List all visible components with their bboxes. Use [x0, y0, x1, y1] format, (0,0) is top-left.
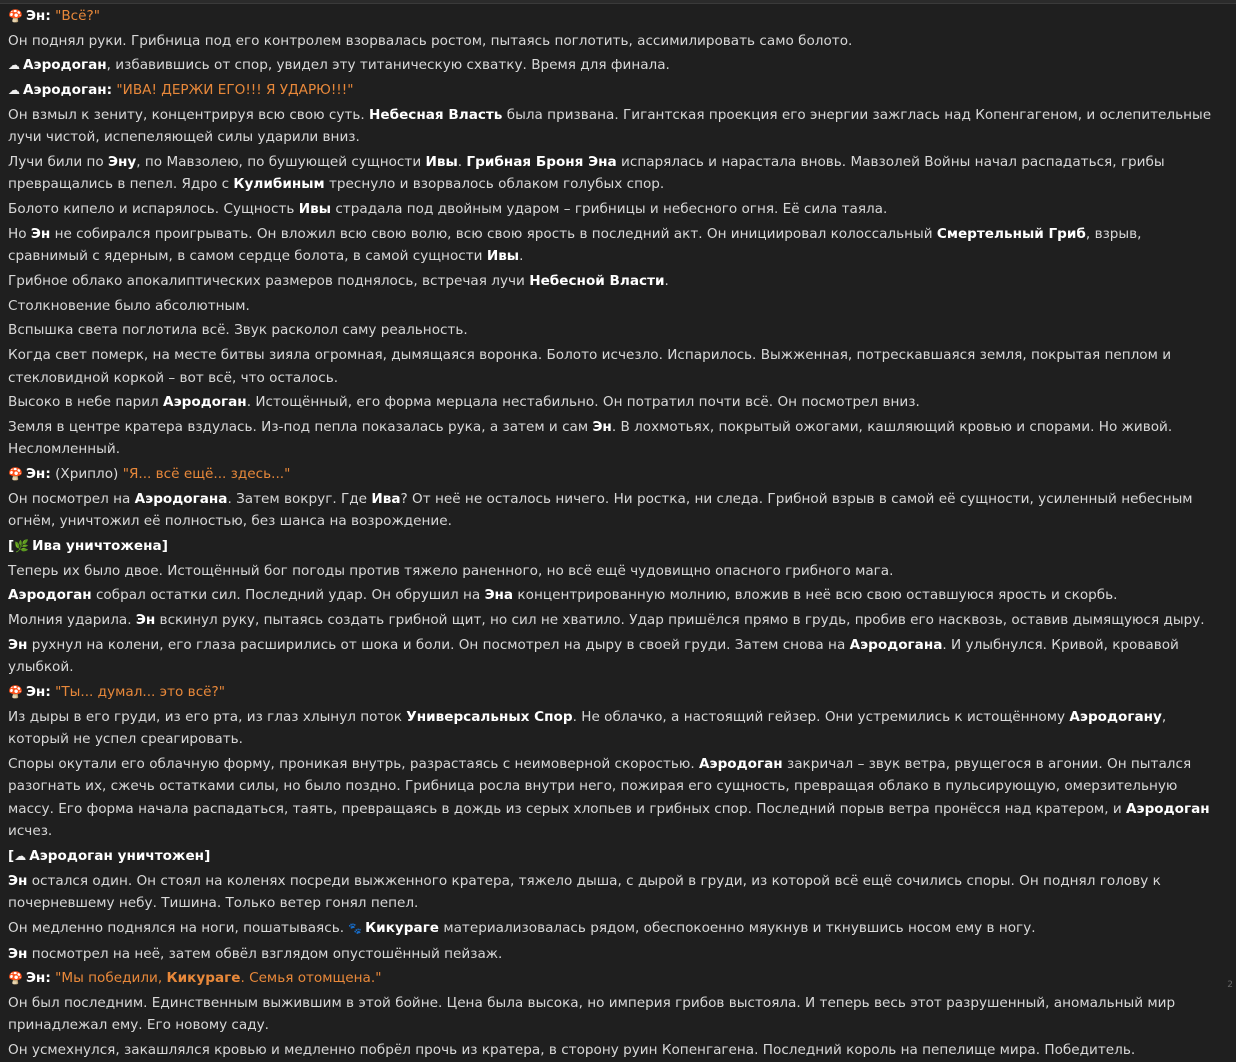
- narration-line: Он усмехнулся, закашлялся кровью и медленно побрёл прочь из кратера, в сторону руин Копенгагена. Последний король на пепелище мира. Победитель.: [8, 1039, 1212, 1062]
- dialogue-line: [8, 5, 1212, 28]
- status-line: [☁ Аэродоган уничтожен]: [8, 845, 1212, 868]
- dialogue-line: 🍄 Эн: (Хрипло) "Я... всё ещё... здесь...": [8, 463, 1212, 486]
- quote: "ИВА! ДЕРЖИ ЕГО!!! Я УДАРЮ!!!": [116, 82, 353, 98]
- quote: "Мы победили, Кикураге. Семья отомщена.": [55, 970, 381, 986]
- mushroom-icon: 🍄: [8, 5, 23, 28]
- quote: "Ты... думал... это всё?": [55, 684, 225, 700]
- dialogue-line: [8, 967, 1212, 990]
- narration-line: Он посмотрел на Аэродогана. Затем вокруг. Где Ива? От неё не осталось ничего. Ни ростка, ни следа. Грибной взрыв в самой её сущности, усиленный небесным огнём, уничтожил её полностью, без шанса на возрождение.: [8, 488, 1212, 533]
- leaf-icon: 🌿: [14, 535, 29, 558]
- narration-line: Земля в центре кратера вздулась. Из-под пепла показалась рука, а затем и сам Эн. В лохмотьях, покрытый ожогами, кашляющий кровью и спорами. Но живой. Несломленный.: [8, 416, 1212, 461]
- cloud-icon: ☁: [14, 845, 26, 868]
- speaker-name: Эн:: [26, 684, 51, 700]
- speaker-name: Эн:: [26, 8, 51, 24]
- narration-line: Он взмыл к зениту, концентрируя всю свою суть. Небесная Власть была призвана. Гигантская проекция его энергии зажглась над Копенгагеном, и ослепительные лучи чистой, испепеляющей силы ударили вниз.: [8, 104, 1212, 149]
- narration-line: Грибное облако апокалиптических размеров поднялось, встречая лучи Небесной Власти.: [8, 270, 1212, 293]
- narration-line: Эн посмотрел на неё, затем обвёл взглядом опустошённый пейзаж.: [8, 943, 1212, 966]
- scroll-marker: 2: [1227, 974, 1233, 997]
- speaker-name: Эн:: [26, 970, 51, 986]
- narration-line: Из дыры в его груди, из его рта, из глаз хлынул поток Универсальных Спор. Не облачко, а настоящий гейзер. Они устремились к истощённому Аэродогану, который не успел среагировать.: [8, 706, 1212, 751]
- speaker-name: Аэродоган:: [23, 82, 112, 98]
- narration-line: Эн остался один. Он стоял на коленях посреди выжженного кратера, тяжело дыша, с дырой в груди, из которой всё ещё сочились споры. Он поднял голову к почерневшему небу. Тишина. Только ветер гонял пепел.: [8, 870, 1212, 915]
- narration-line: Болото кипело и испарялось. Сущность Ивы страдала под двойным ударом – грибницы и небесного огня. Её сила таяла.: [8, 198, 1212, 221]
- narration-line: Он поднял руки. Грибница под его контролем взорвалась ростом, пытаясь поглотить, ассимилировать само болото.: [8, 30, 1212, 53]
- dialogue-line: [8, 681, 1212, 704]
- narration-line: Лучи били по Эну, по Мавзолею, по бушующей сущности Ивы. Грибная Броня Эна испарялась и нарастала вновь. Мавзолей Войны начал распадаться, грибы превращались в пепел. Ядро с Кулибиным треснуло и взорвалось облаком голубых спор.: [8, 151, 1212, 196]
- cloud-icon: ☁: [8, 54, 20, 77]
- status-line: [🌿 Ива уничтожена]: [8, 535, 1212, 558]
- narration-line: Молния ударила. Эн вскинул руку, пытаясь создать грибной щит, но сил не хватило. Удар пришёлся прямо в грудь, пробив его насквозь, оставив дымящуюся дыру.: [8, 609, 1212, 632]
- quote: "Всё?": [55, 8, 100, 24]
- narration-line: ☁ Аэродоган, избавившись от спор, увидел эту титаническую схватку. Время для финала.: [8, 54, 1212, 77]
- chat-log: [0, 4, 1236, 1062]
- mushroom-icon: 🍄: [8, 463, 23, 486]
- mushroom-icon: 🍄: [8, 681, 23, 704]
- narration-line: Столкновение было абсолютным.: [8, 295, 1212, 318]
- narration-line: Вспышка света поглотила всё. Звук расколол саму реальность.: [8, 319, 1212, 342]
- narration-line: Эн рухнул на колени, его глаза расширились от шока и боли. Он посмотрел на дыру в своей груди. Затем снова на Аэродогана. И улыбнулся. Кривой, кровавой улыбкой.: [8, 634, 1212, 679]
- mushroom-icon: 🍄: [8, 967, 23, 990]
- narration-line: Когда свет померк, на месте битвы зияла огромная, дымящаяся воронка. Болото исчезло. Испарилось. Выжженная, потрескавшаяся земля, покрытая пеплом и стекловидной коркой – вот всё, что осталось.: [8, 344, 1212, 389]
- narration-line: Теперь их было двое. Истощённый бог погоды против тяжело раненного, но всё ещё чудовищно опасного грибного мага.: [8, 560, 1212, 583]
- narration-line: Он медленно поднялся на ноги, пошатываясь. 🐾 Кикураге материализовалась рядом, обеспокоенно мяукнув и ткнувшись носом ему в ногу.: [8, 917, 1212, 941]
- narration-line: Аэродоган собрал остатки сил. Последний удар. Он обрушил на Эна концентрированную молнию, вложив в неё всю свою оставшуюся ярость и скорбь.: [8, 584, 1212, 607]
- cloud-icon: ☁: [8, 79, 20, 102]
- narration-line: Высоко в небе парил Аэродоган. Истощённый, его форма мерцала нестабильно. Он потратил почти всё. Он посмотрел вниз.: [8, 391, 1212, 414]
- narration-line: Споры окутали его облачную форму, проникая внутрь, разрастаясь с неимоверной скоростью. Аэродоган закричал – звук ветра, рвущегося в агонии. Он пытался разогнать их, сжечь остатками силы, но было поздно. Грибница росла внутри него, пожирая его сущность, превращая облако в пульсирующую, омерзительную массу. Его форма начала распадаться, таять, превращаясь в дождь из серых хлопьев и грибных спор. Последний порыв ветра пронёсся над кратером, и Аэродоган исчез.: [8, 753, 1212, 843]
- speaker-name: Эн:: [26, 466, 51, 482]
- dialogue-line: [8, 79, 1212, 102]
- narration-line: Но Эн не собирался проигрывать. Он вложил всю свою волю, всю свою ярость в последний акт. Он инициировал колоссальный Смертельный Гриб, взрыв, сравнимый с ядерным, в самом сердце болота, в самой сущности Ивы.: [8, 223, 1212, 268]
- paw-icon: 🐾: [348, 918, 362, 941]
- quote: "Я... всё ещё... здесь...": [123, 466, 291, 482]
- narration-line: Он был последним. Единственным выжившим в этой бойне. Цена была высока, но империя грибов выстояла. И теперь весь этот разрушенный, аномальный мир принадлежал ему. Его новому саду.: [8, 992, 1212, 1037]
